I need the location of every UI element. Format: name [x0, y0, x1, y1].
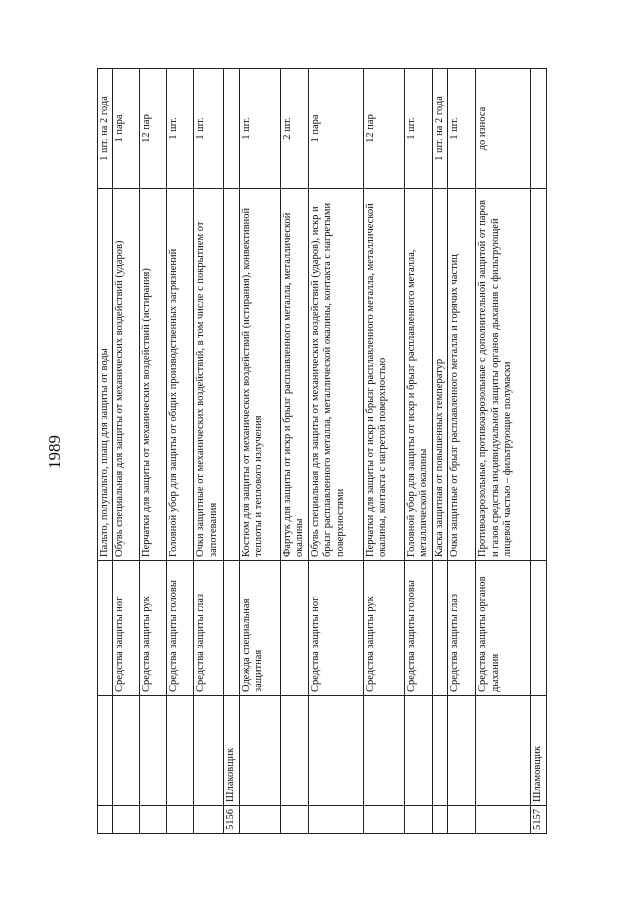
cell-item: Перчатки для защиты от искр и брызг расплавленного металла, металлической окалины, контакта с нагретой поверхностью [363, 189, 404, 561]
cell-code [308, 806, 363, 834]
table-row [432, 69, 447, 834]
cell-qty: 12 пар [140, 69, 167, 189]
cell-item: Противоаэрозольные, противоаэрозольные с дополнительной защитой от паров и газов средства индивидуальной защиты органов дыхания с фильтрующей лицевой частью – фильтрующие полумаски [476, 189, 531, 561]
cell-profession [448, 696, 476, 806]
table-row [224, 69, 239, 834]
cell-qty: 1 пара [113, 69, 140, 189]
cell-profession [363, 696, 404, 806]
cell-profession [308, 696, 363, 806]
cell-category: Средства защиты глаз [194, 561, 224, 696]
cell-category: Одежда специальная защитная [239, 561, 280, 696]
table-row [140, 69, 167, 834]
cell-item: Очки защитные от механических воздействий, в том числе с покрытием от запотевания [194, 189, 224, 561]
page-number: 1989 [45, 435, 64, 469]
cell-item: Обувь специальная для защиты от механических воздействий (ударов) [113, 189, 140, 561]
cell-item [531, 189, 546, 561]
cell-qty: 2 шт. [280, 69, 308, 189]
table-row [113, 69, 140, 834]
cell-code [98, 806, 113, 834]
cell-code: 5156 [224, 806, 239, 834]
table-row [167, 69, 194, 834]
cell-profession [113, 696, 140, 806]
cell-category: Средства защиты глаз [448, 561, 476, 696]
cell-item: Головной убор для защиты от искр и брызг расплавленного металла, металлической окалины [404, 189, 432, 561]
cell-category [432, 561, 447, 696]
table-row [308, 69, 363, 834]
cell-profession: Шламовщик [531, 696, 546, 806]
cell-code [113, 806, 140, 834]
cell-code [432, 806, 447, 834]
cell-code [280, 806, 308, 834]
cell-item: Костюм для защиты от механических воздействий (истирания), конвективной теплоты и теплового излучения [239, 189, 280, 561]
cell-code: 5157 [531, 806, 546, 834]
cell-qty: 1 шт. [239, 69, 280, 189]
cell-qty: 1 шт. [404, 69, 432, 189]
cell-category: Средства защиты рук [363, 561, 404, 696]
cell-code [476, 806, 531, 834]
cell-profession [167, 696, 194, 806]
cell-category: Средства защиты головы [404, 561, 432, 696]
cell-category: Средства защиты рук [140, 561, 167, 696]
cell-qty: 1 шт. [448, 69, 476, 189]
cell-qty: 1 шт. [167, 69, 194, 189]
cell-category [98, 561, 113, 696]
cell-item [224, 189, 239, 561]
table-row [476, 69, 531, 834]
cell-code [167, 806, 194, 834]
cell-category: Средства защиты ног [308, 561, 363, 696]
cell-qty: 1 шт. [194, 69, 224, 189]
cell-profession [404, 696, 432, 806]
cell-category [224, 561, 239, 696]
cell-item: Обувь специальная для защиты от механических воздействий (ударов), искр и брызг расплавленного металла, металлической окалины, контакта с нагретыми поверхностями [308, 189, 363, 561]
cell-profession [194, 696, 224, 806]
table-row [194, 69, 224, 834]
cell-item: Пальто, полупальто, плащ для защиты от воды [98, 189, 113, 561]
cell-code [140, 806, 167, 834]
table-row [280, 69, 308, 834]
cell-category: Средства защиты головы [167, 561, 194, 696]
cell-profession [140, 696, 167, 806]
cell-category [280, 561, 308, 696]
cell-qty: 1 шт. на 2 года [432, 69, 447, 189]
cell-profession [239, 696, 280, 806]
cell-qty: 12 пар [363, 69, 404, 189]
table-row [448, 69, 476, 834]
table-row [531, 69, 546, 834]
cell-item: Перчатки для защиты от механических воздействий (истирания) [140, 189, 167, 561]
table-row [98, 69, 113, 834]
table-row [239, 69, 280, 834]
cell-qty: до износа [476, 69, 531, 189]
cell-code [404, 806, 432, 834]
cell-code [194, 806, 224, 834]
cell-code [363, 806, 404, 834]
table-row [404, 69, 432, 834]
table-row [363, 69, 404, 834]
rotated-page-content [97, 69, 544, 834]
cell-code [448, 806, 476, 834]
cell-profession: Шлаковщик [224, 696, 239, 806]
cell-category: Средства защиты органов дыхания [476, 561, 531, 696]
cell-item: Каска защитная от повышенных температур [432, 189, 447, 561]
cell-code [239, 806, 280, 834]
cell-profession [280, 696, 308, 806]
cell-qty [531, 69, 546, 189]
cell-qty [224, 69, 239, 189]
cell-item: Фартук для защиты от искр и брызг расплавленного металла, металлической окалины [280, 189, 308, 561]
cell-profession [476, 696, 531, 806]
cell-profession [98, 696, 113, 806]
cell-category [531, 561, 546, 696]
cell-qty: 1 пара [308, 69, 363, 189]
cell-category: Средства защиты ног [113, 561, 140, 696]
cell-item: Очки защитные от брызг расплавленного металла и горячих частиц [448, 189, 476, 561]
ppe-norms-table [97, 68, 547, 834]
cell-profession [432, 696, 447, 806]
cell-item: Головной убор для защиты от общих производственных загрязнений [167, 189, 194, 561]
cell-qty: 1 шт. на 2 года [98, 69, 113, 189]
